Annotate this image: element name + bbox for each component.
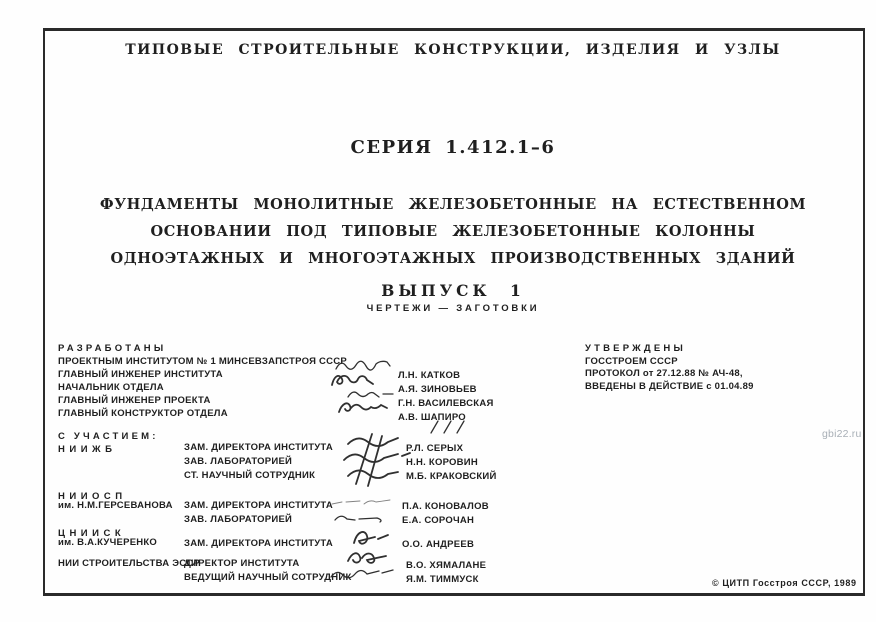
org-label: НИИ СТРОИТЕЛЬСТВА ЭССР [58, 558, 201, 569]
person-name: П.А. КОНОВАЛОВ [402, 501, 489, 512]
signature-konovalov [330, 497, 402, 508]
role-label: ЗАВ. ЛАБОРАТОРИЕЙ [184, 456, 293, 467]
org-label: ЦНИИСК [58, 528, 126, 539]
person-name: М.Б. КРАКОВСКИЙ [406, 471, 497, 482]
doc-title-line-3: ОДНОЭТАЖНЫХ И МНОГОЭТАЖНЫХ ПРОИЗВОДСТВЕННЫХ ЗДАНИЙ [110, 250, 796, 267]
role-label: ДИРЕКТОР ИНСТИТУТА [184, 558, 300, 569]
signature-hyamalane [344, 549, 398, 567]
signature-shapiro [337, 399, 391, 416]
approved-line: ВВЕДЕНЫ В ДЕЙСТВИЕ с 01.04.89 [585, 381, 754, 392]
person-name: Н.Н. КОРОВИН [406, 457, 478, 468]
role-label: ЗАМ. ДИРЕКТОРА ИНСТИТУТА [184, 538, 333, 549]
person-name: Я.М. ТИММУСК [406, 574, 479, 585]
org-sub-label: им. В.А.КУЧЕРЕНКО [58, 537, 158, 548]
approved-line: ГОССТРОЕМ СССР [585, 356, 678, 367]
issue-subtitle: ЧЕРТЕЖИ — ЗАГОТОВКИ [366, 303, 540, 314]
signature-timmusk [329, 566, 397, 581]
doc-title-line-2: ОСНОВАНИИ ПОД ТИПОВЫЕ ЖЕЛЕЗОБЕТОННЫЕ КОЛОННЫ [150, 223, 756, 240]
developed-institute: ПРОЕКТНЫМ ИНСТИТУТОМ № 1 МИНСЕВЗАПСТРОЯ СССР [58, 356, 347, 367]
approved-line: ПРОТОКОЛ от 27.12.88 № АЧ-48, [585, 368, 743, 379]
person-name: А.Я. ЗИНОВЬЕВ [398, 384, 477, 395]
role-label: ЗАВ. ЛАБОРАТОРИЕЙ [184, 514, 293, 525]
signature-sorochan [333, 510, 397, 524]
approved-heading: УТВЕРЖДЕНЫ [585, 343, 686, 354]
signature-andreev [347, 527, 395, 549]
signature-niizhb-group [336, 432, 416, 488]
issue-title: ВЫПУСК 1 [381, 281, 525, 300]
doc-title-line-1: ФУНДАМЕНТЫ МОНОЛИТНЫЕ ЖЕЛЕЗОБЕТОННЫЕ НА ЕСТЕСТВЕННОМ [99, 196, 807, 213]
developed-heading: РАЗРАБОТАНЫ [58, 343, 167, 354]
org-label: НИИОСП [58, 491, 127, 502]
document-header: ТИПОВЫЕ СТРОИТЕЛЬНЫЕ КОНСТРУКЦИИ, ИЗДЕЛИЯ И УЗЛЫ [125, 42, 781, 58]
org-label: НИИЖБ [58, 444, 117, 455]
person-name: А.В. ШАПИРО [398, 412, 466, 423]
person-name: Г.Н. ВАСИЛЕВСКАЯ [398, 398, 494, 409]
watermark: gbi22.ru [822, 428, 862, 440]
role-label: ВЕДУЩИЙ НАУЧНЫЙ СОТРУДНИК [184, 572, 352, 583]
pen-slash-marks [427, 420, 471, 435]
series-title: СЕРИЯ 1.412.1–6 [350, 137, 556, 158]
role-label: НАЧАЛЬНИК ОТДЕЛА [58, 382, 164, 393]
role-label: ГЛАВНЫЙ КОНСТРУКТОР ОТДЕЛА [58, 408, 228, 419]
person-name: Р.Л. СЕРЫХ [406, 443, 464, 454]
role-label: ГЛАВНЫЙ ИНЖЕНЕР ИНСТИТУТА [58, 369, 223, 380]
role-label: ЗАМ. ДИРЕКТОРА ИНСТИТУТА [184, 442, 333, 453]
copyright-notice: © ЦИТП Госстроя СССР, 1989 [712, 578, 857, 588]
role-label: ЗАМ. ДИРЕКТОРА ИНСТИТУТА [184, 500, 333, 511]
org-sub-label: им. Н.М.ГЕРСЕВАНОВА [58, 500, 173, 511]
person-name: О.О. АНДРЕЕВ [402, 539, 475, 550]
participation-heading: С УЧАСТИЕМ: [58, 431, 159, 442]
person-name: В.О. ХЯМАЛАНЕ [406, 560, 487, 571]
role-label: СТ. НАУЧНЫЙ СОТРУДНИК [184, 470, 316, 481]
person-name: Е.А. СОРОЧАН [402, 515, 475, 526]
role-label: ГЛАВНЫЙ ИНЖЕНЕР ПРОЕКТА [58, 395, 211, 406]
person-name: Л.Н. КАТКОВ [398, 370, 461, 381]
